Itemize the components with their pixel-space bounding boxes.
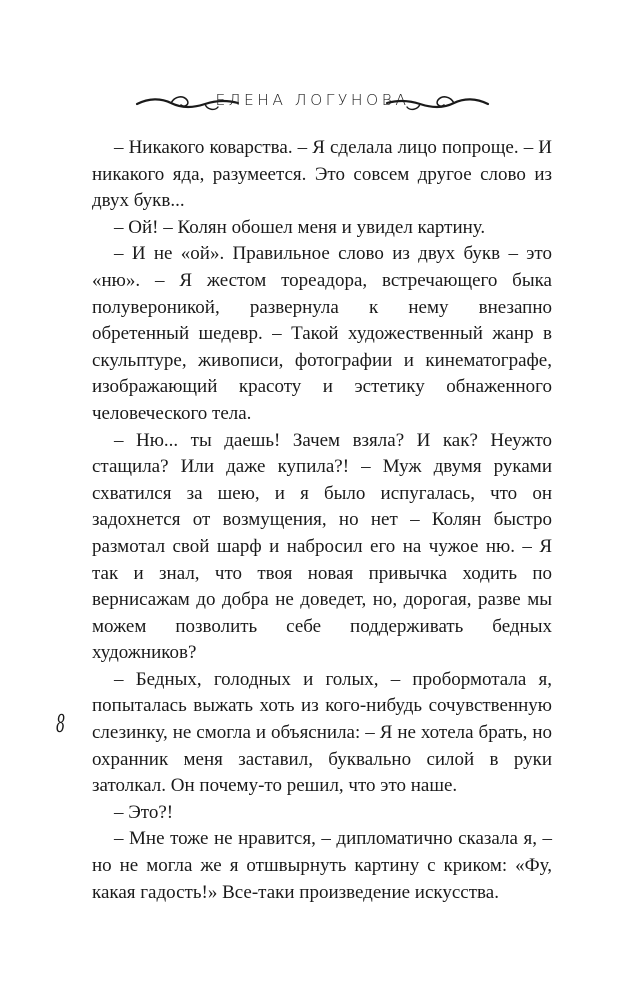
running-header [135,88,490,118]
page-number: 8 [56,710,66,738]
paragraph: – Ой! – Колян обошел меня и увидел картину. [114,216,486,238]
paragraph: – Это?! [114,801,174,823]
body-text [92,135,552,906]
paragraph: – Ню... ты даешь! Зачем взяла? И как? Неужто стащила? Или даже купила?! – Муж двумя руками схватился за шею, и я было испугалась, что он задохнется от возмущения, но нет – Колян быстро размотал свой шарф и набросил его на чужое ню. – Я так и знал, что твоя новая привычка ходить по вернисажам до добра не доведет, но, дорогая, разве мы можем позволить себе поддерживать бедных художников? [92,429,552,664]
paragraph: – Бедных, голодных и голых, – пробормотала я, попыталась выжать хоть из кого-нибудь сочувственную слезинку, не смогла и объяснила: – Я не хотела брать, но охранник меня заставил, буквально силой в руки затолкал. Он почему-то решил, что это наше. [92,668,552,797]
running-header-author: ЕЛЕНА ЛОГУНОВА [215,91,410,109]
flourish-ornament-right-icon [385,92,490,114]
paragraph: – Мне тоже не нравится, – дипломатично сказала я, – но не могла же я отшвырнуть картину с криком: «Фу, какая гадость!» Все-таки произведение искусства. [92,828,552,903]
paragraph: – И не «ой». Правильное слово из двух букв – это «ню». – Я жестом тореадора, встречающего быка полувероникой, развернула к нему внезапно обретенный шедевр. – Такой художественный жанр в скульптуре, живописи, фотографии и кинематографе, изображающий красоту и эстетику обнаженного человеческого тела. [92,243,552,424]
paragraph: – Никакого коварства. – Я сделала лицо попроще. – И никакого яда, разумеется. Это совсем другое слово из двух букв... [92,137,552,212]
